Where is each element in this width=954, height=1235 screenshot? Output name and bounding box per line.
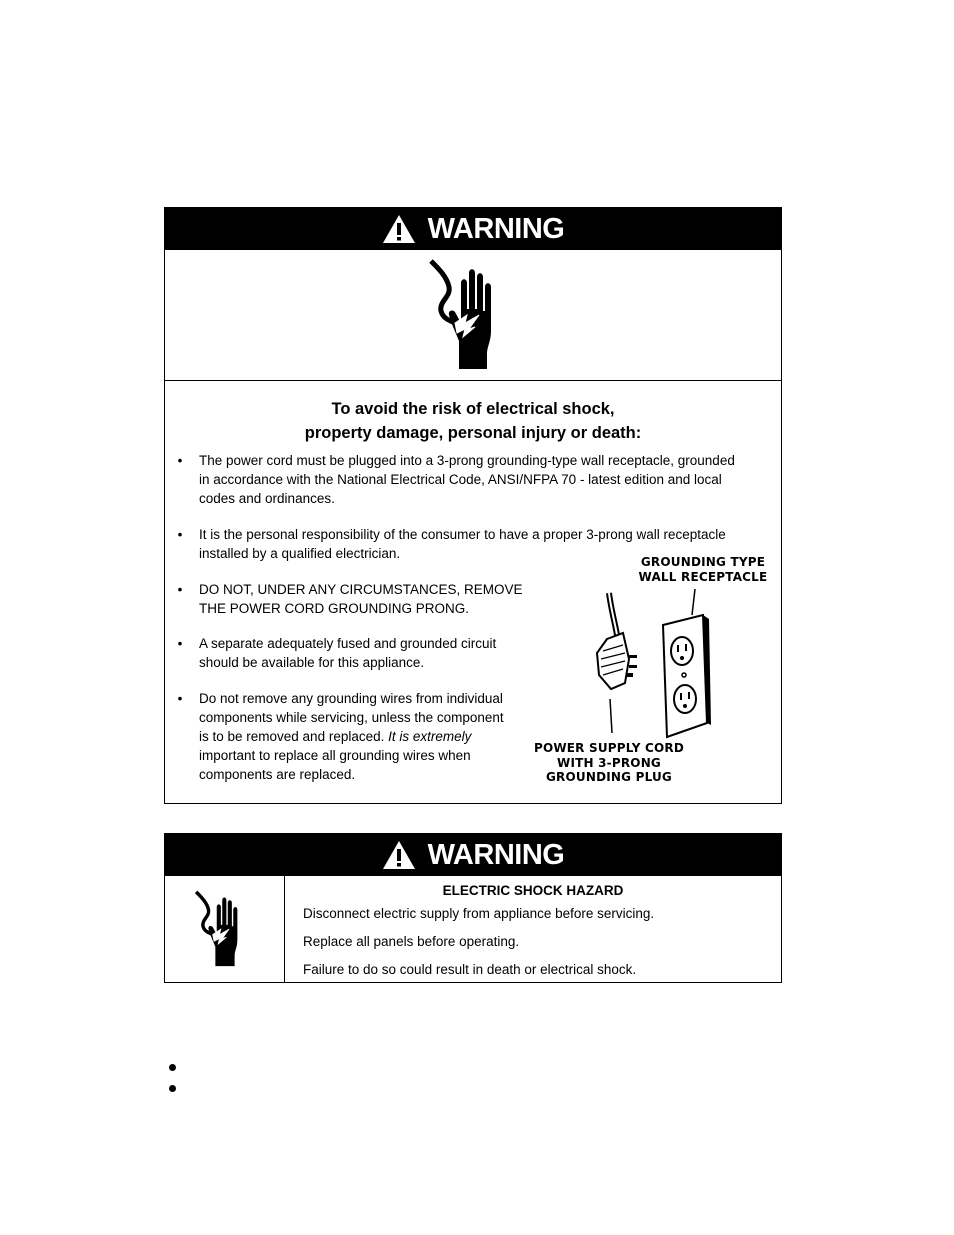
bullet-italic-fragment: It is extremely bbox=[388, 729, 472, 744]
shock-icon-cell bbox=[165, 876, 285, 982]
bullet-dot: • bbox=[177, 636, 183, 651]
bullet-dot: • bbox=[177, 582, 183, 597]
bullet-line: installed by a qualified electrician. bbox=[199, 546, 401, 561]
heading-line-1: To avoid the risk of electrical shock, bbox=[331, 400, 615, 418]
bullet-line: DO NOT, UNDER ANY CIRCUMSTANCES, REMOVE bbox=[199, 582, 523, 597]
bullet-line: codes and ordinances. bbox=[199, 491, 335, 506]
bullet-dot: • bbox=[177, 527, 183, 542]
bullet-line: should be available for this appliance. bbox=[199, 655, 425, 670]
hazard-line: Replace all panels before operating. bbox=[303, 934, 520, 949]
electric-shock-hand-icon bbox=[192, 887, 258, 971]
warning-title: WARNING bbox=[427, 212, 565, 245]
hazard-line: Disconnect electric supply from appliance before servicing. bbox=[303, 906, 655, 921]
heading-line-2: property damage, personal injury or death: bbox=[304, 424, 642, 442]
warning-triangle-icon bbox=[382, 840, 416, 870]
bullet-line-start: is to be removed and replaced. bbox=[199, 729, 385, 744]
grounding-figure bbox=[533, 553, 773, 788]
warning-box-power-cord bbox=[164, 207, 782, 804]
bullet-dot: • bbox=[177, 453, 183, 468]
hazard-title: ELECTRIC SHOCK HAZARD bbox=[442, 883, 624, 898]
bullet-line: The power cord must be plugged into a 3-prong grounding-type wall receptacle, grounded bbox=[199, 453, 735, 468]
list-item bbox=[177, 580, 523, 618]
bullet-line: in accordance with the National Electrical Code, ANSI/NFPA 70 - latest edition and local bbox=[199, 472, 722, 487]
bullet-line: It is the personal responsibility of the consumer to have a proper 3-prong wall receptacle bbox=[199, 527, 726, 542]
bullet-line: components are replaced. bbox=[199, 767, 356, 782]
warning-box-shock-hazard bbox=[164, 833, 782, 983]
bullet-dot: • bbox=[177, 691, 183, 706]
bullet-line: important to replace all grounding wires when bbox=[199, 748, 471, 763]
empty-bullet bbox=[169, 1085, 176, 1092]
bullet-line: THE POWER CORD GROUNDING PRONG. bbox=[199, 601, 470, 616]
bullet-line: A separate adequately fused and grounded circuit bbox=[199, 636, 497, 651]
bullet-line bbox=[199, 727, 504, 746]
list-item bbox=[177, 634, 497, 672]
hazard-text-cell bbox=[285, 876, 781, 982]
cord-label: POWER SUPPLY CORD WITH 3-PRONG GROUNDING PLUG bbox=[533, 741, 685, 784]
warning-body bbox=[165, 876, 781, 982]
warning-header bbox=[165, 834, 781, 876]
list-item bbox=[177, 689, 504, 784]
receptacle-label: GROUNDING TYPE WALL RECEPTACLE bbox=[638, 555, 768, 584]
warning-title: WARNING bbox=[427, 838, 565, 871]
list-item bbox=[177, 451, 735, 508]
empty-bullet bbox=[169, 1064, 176, 1071]
bullet-line: Do not remove any grounding wires from individual bbox=[199, 691, 503, 706]
hazard-line: Failure to do so could result in death or electrical shock. bbox=[303, 962, 637, 977]
bullet-line: components while servicing, unless the component bbox=[199, 710, 504, 725]
